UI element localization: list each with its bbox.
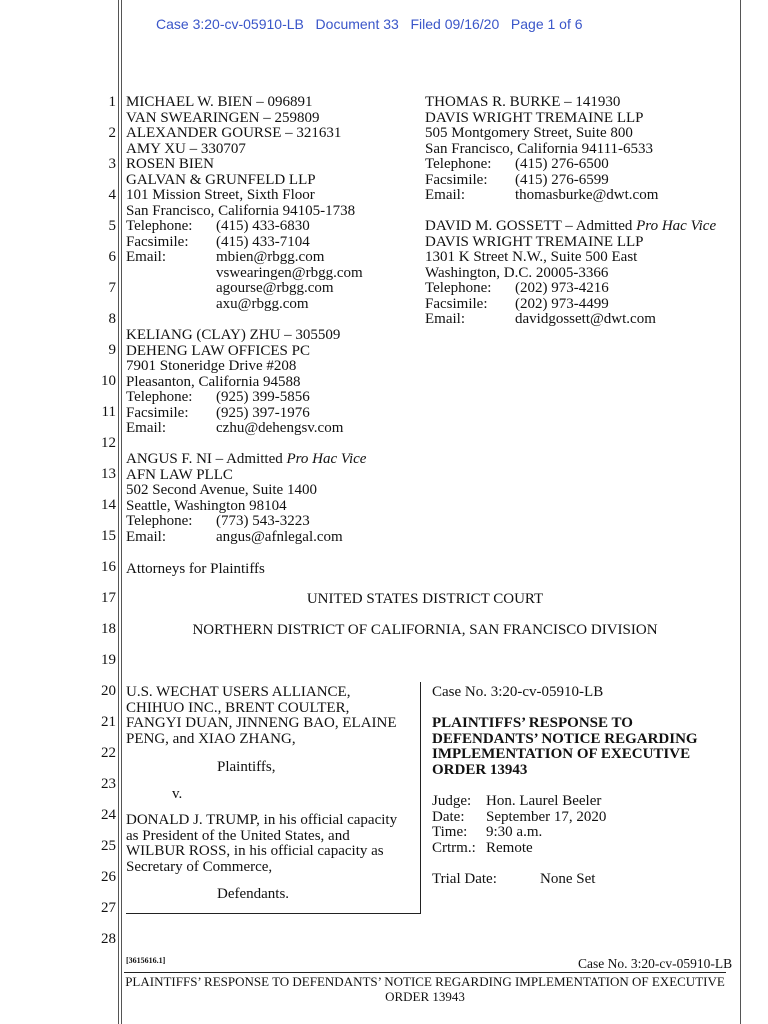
attorney-name: ALEXANDER GOURSE – 321631 xyxy=(126,125,342,141)
facsimile-line: Facsimile: (415) 276-6599 xyxy=(425,171,609,188)
line-number: 24 xyxy=(101,807,116,823)
margin-rule-right xyxy=(740,0,741,1024)
line-number: 8 xyxy=(108,311,116,327)
defendant-names: as President of the United States, and xyxy=(126,827,350,844)
firm-name: AFN LAW PLLC xyxy=(126,466,233,483)
telephone-line: Telephone: (773) 543-3223 xyxy=(126,513,310,529)
judge-line: Judge: Hon. Laurel Beeler xyxy=(432,793,602,809)
line-number: 19 xyxy=(101,652,116,668)
address-line: Seattle, Washington 98104 xyxy=(126,497,287,514)
trial-date-line: Trial Date: None Set xyxy=(432,871,596,887)
plaintiff-names: CHIHUO INC., BRENT COULTER, xyxy=(126,699,350,716)
footer-case-number: Case No. 3:20-cv-05910-LB xyxy=(578,956,733,971)
caption-divider-vertical xyxy=(420,682,421,914)
email-line: Email: mbien@rbgg.com xyxy=(126,249,325,265)
telephone-line: Telephone: (415) 433-6830 xyxy=(126,218,310,234)
document-title: PLAINTIFFS’ RESPONSE TO DEFENDANTS’ NOTICE REGARDING IMPLEMENTATION OF EXECUTIVE ORDER 13943 xyxy=(432,715,698,778)
firm-name: GALVAN & GRUNFELD LLP xyxy=(126,171,316,188)
line-number: 26 xyxy=(101,869,116,885)
email-line: Email: thomasburke@dwt.com xyxy=(425,187,659,203)
attorney-name: ANGUS F. NI – Admitted Pro Hac Vice xyxy=(126,451,367,467)
line-number: 15 xyxy=(101,528,116,544)
address-line: 7901 Stoneridge Drive #208 xyxy=(126,358,297,374)
email-line: Email: czhu@dehengsv.com xyxy=(126,420,344,436)
header-page: Page 1 of 6 xyxy=(510,16,583,32)
line-number: 11 xyxy=(101,404,116,420)
address-line: 505 Montgomery Street, Suite 800 xyxy=(425,125,633,141)
line-number: 7 xyxy=(108,280,116,296)
attorneys-for-plaintiffs: Attorneys for Plaintiffs xyxy=(126,561,265,577)
attorney-name: THOMAS R. BURKE – 141930 xyxy=(425,94,621,110)
line-number: 17 xyxy=(101,590,116,606)
line-number: 20 xyxy=(101,683,116,699)
counsel-block-deheng xyxy=(126,328,343,437)
line-number: 1 xyxy=(108,94,116,110)
defendant-names: WILBUR ROSS, in his official capacity as xyxy=(126,843,384,859)
defendant-names: DONALD J. TRUMP, in his official capacity xyxy=(126,812,398,828)
ecf-header xyxy=(156,16,583,32)
address-line: 502 Second Avenue, Suite 1400 xyxy=(126,482,317,498)
address-line: Pleasanton, California 94588 xyxy=(126,373,301,390)
email-line: agourse@rbgg.com xyxy=(216,280,334,296)
time-line: Time: 9:30 a.m. xyxy=(432,824,543,840)
case-number: Case No. 3:20-cv-05910-LB xyxy=(432,684,604,700)
email-line: Email: angus@afnlegal.com xyxy=(126,528,343,545)
court-name: UNITED STATES DISTRICT COURT xyxy=(306,591,544,607)
courtroom-line: Crtrm.: Remote xyxy=(432,839,533,856)
firm-name: DEHENG LAW OFFICES PC xyxy=(126,342,310,359)
address-line: San Francisco, California 94105-1738 xyxy=(126,202,356,219)
attorney-name: KELIANG (CLAY) ZHU – 305509 xyxy=(126,327,341,343)
line-number: 9 xyxy=(108,342,116,358)
caption-parties xyxy=(126,685,397,747)
line-number: 22 xyxy=(101,745,116,761)
caption-divider-bottom xyxy=(126,913,421,914)
date-line: Date: September 17, 2020 xyxy=(432,808,607,825)
line-number: 3 xyxy=(108,156,116,172)
firm-name: DAVIS WRIGHT TREMAINE LLP xyxy=(425,109,644,126)
address-line: San Francisco, California 94111-6533 xyxy=(425,140,654,157)
hearing-info xyxy=(432,794,606,856)
line-number: 10 xyxy=(101,373,116,389)
telephone-line: Telephone: (415) 276-6500 xyxy=(425,156,609,172)
footer-rule xyxy=(124,972,726,973)
email-line: axu@rbgg.com xyxy=(216,295,309,312)
line-number: 12 xyxy=(101,435,116,451)
line-number: 4 xyxy=(108,187,116,203)
address-line: 1301 K Street N.W., Suite 500 East xyxy=(425,249,638,265)
defendants-label: Defendants. xyxy=(217,886,290,902)
line-number: 13 xyxy=(101,466,116,482)
defendant-names: Secretary of Commerce, xyxy=(126,858,273,875)
court-district: NORTHERN DISTRICT OF CALIFORNIA, SAN FRANCISCO DIVISION xyxy=(192,622,658,638)
firm-name: DAVIS WRIGHT TREMAINE LLP xyxy=(425,233,644,250)
counsel-block-rbgg xyxy=(126,95,363,312)
footer-doc-id: [3615616.1] xyxy=(126,956,166,965)
line-number: 6 xyxy=(108,249,116,265)
line-number: 5 xyxy=(108,218,116,234)
header-case: Case 3:20-cv-05910-LB xyxy=(156,16,304,32)
plaintiffs-label: Plaintiffs, xyxy=(217,759,276,775)
header-document: Document 33 xyxy=(315,16,399,32)
line-number: 16 xyxy=(101,559,116,575)
address-line: 101 Mission Street, Sixth Floor xyxy=(126,187,315,203)
facsimile-line: Facsimile: (925) 397-1976 xyxy=(126,404,310,421)
counsel-block-burke xyxy=(425,95,658,204)
email-line: vswearingen@rbgg.com xyxy=(216,264,363,281)
versus: v. xyxy=(172,786,183,802)
line-number: 14 xyxy=(101,497,116,513)
header-filed: Filed 09/16/20 xyxy=(410,16,500,32)
footer-title: PLAINTIFFS’ RESPONSE TO DEFENDANTS’ NOTICE REGARDING IMPLEMENTATION OF EXECUTIVE ORDER 13943 xyxy=(125,974,725,1004)
counsel-block-afn xyxy=(126,452,366,545)
telephone-line: Telephone: (925) 399-5856 xyxy=(126,389,310,405)
line-number: 28 xyxy=(101,931,116,947)
margin-rule-inner-left xyxy=(121,0,122,1024)
plaintiff-names: FANGYI DUAN, JINNENG BAO, ELAINE xyxy=(126,715,397,731)
plaintiff-names: PENG, and XIAO ZHANG, xyxy=(126,730,296,747)
address-line: Washington, D.C. 20005-3366 xyxy=(425,264,609,281)
line-number: 18 xyxy=(101,621,116,637)
facsimile-line: Facsimile: (202) 973-4499 xyxy=(425,295,609,312)
facsimile-line: Facsimile: (415) 433-7104 xyxy=(126,233,310,250)
line-number: 25 xyxy=(101,838,116,854)
margin-rule-outer-left xyxy=(118,0,119,1024)
counsel-block-gossett xyxy=(425,219,716,328)
attorney-name: MICHAEL W. BIEN – 096891 xyxy=(126,94,313,110)
line-number: 21 xyxy=(101,714,116,730)
plaintiff-names: U.S. WECHAT USERS ALLIANCE, xyxy=(126,684,351,700)
caption-defendants xyxy=(126,813,397,875)
attorney-name: VAN SWEARINGEN – 259809 xyxy=(126,109,320,126)
line-number: 27 xyxy=(101,900,116,916)
attorney-name: AMY XU – 330707 xyxy=(126,140,246,157)
attorney-name: DAVID M. GOSSETT – Admitted Pro Hac Vice xyxy=(425,218,717,234)
email-line: Email: davidgossett@dwt.com xyxy=(425,311,656,327)
line-number: 23 xyxy=(101,776,116,792)
firm-name: ROSEN BIEN xyxy=(126,156,214,172)
telephone-line: Telephone: (202) 973-4216 xyxy=(425,280,609,296)
line-number: 2 xyxy=(108,125,116,141)
